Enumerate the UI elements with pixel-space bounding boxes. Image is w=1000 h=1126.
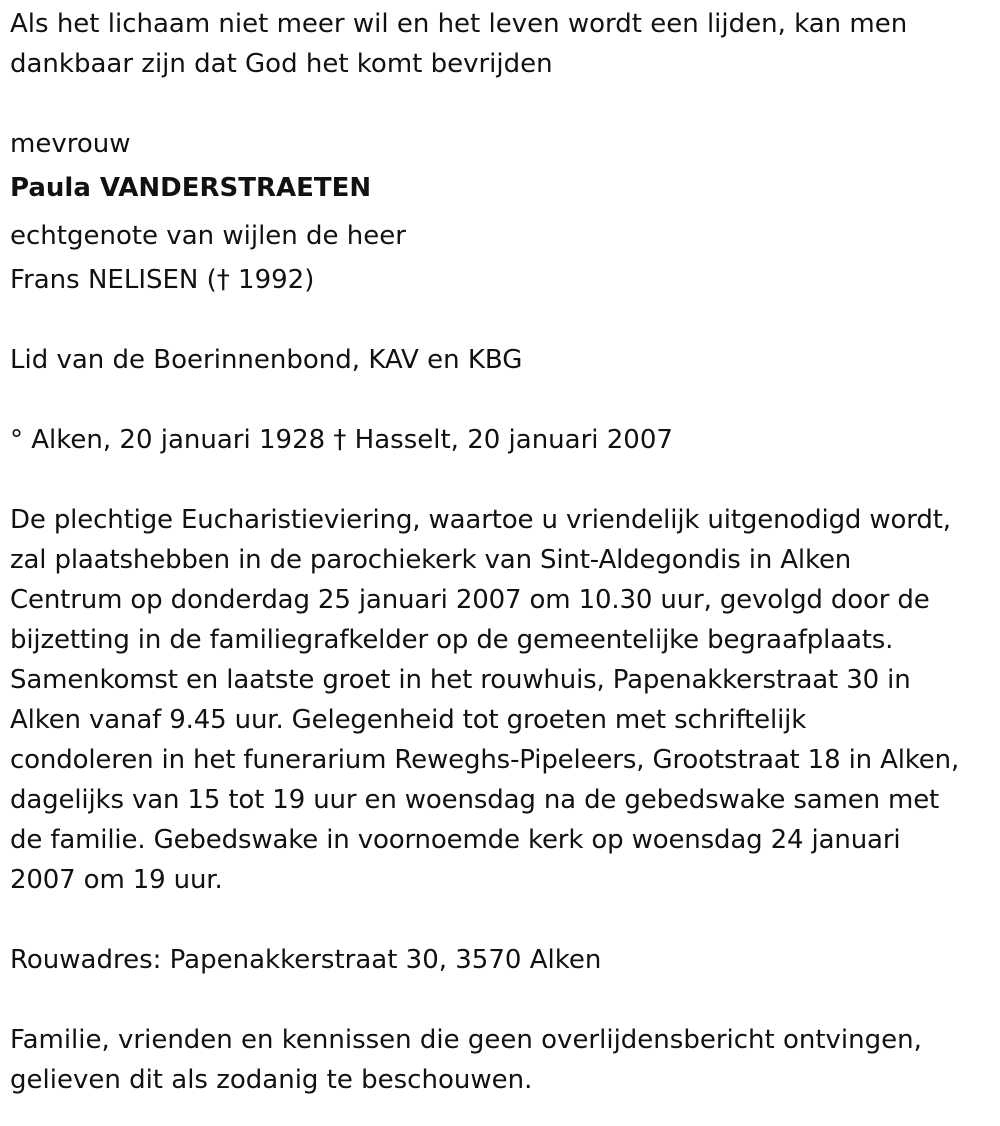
ceremony-line: Alken vanaf 9.45 uur. Gelegenheid tot groeten met schriftelijk [10, 705, 807, 735]
deceased-name: Paula VANDERSTRAETEN [10, 173, 372, 203]
birth-death-dates: ° Alken, 20 januari 1928 † Hasselt, 20 januari 2007 [10, 425, 673, 455]
mourning-address: Rouwadres: Papenakkerstraat 30, 3570 Alken [10, 945, 602, 975]
ceremony-paragraph [10, 500, 990, 900]
membership: Lid van de Boerinnenbond, KAV en KBG [10, 345, 523, 375]
spouse-name: Frans NELISEN († 1992) [10, 265, 315, 295]
spacer [10, 900, 990, 940]
motto [10, 4, 990, 84]
closing-line: Familie, vrienden en kennissen die geen overlijdensbericht ontvingen, [10, 1025, 922, 1055]
ceremony-line: condoleren in het funerarium Reweghs-Pipeleers, Grootstraat 18 in Alken, [10, 745, 960, 775]
ceremony-line: De plechtige Eucharistieviering, waartoe u vriendelijk uitgenodigd wordt, [10, 505, 951, 535]
ceremony-line: zal plaatshebben in de parochiekerk van Sint-Aldegondis in Alken [10, 545, 852, 575]
closing-line: gelieven dit als zodanig te beschouwen. [10, 1065, 533, 1095]
spouse-line: echtgenote van wijlen de heer [10, 221, 406, 251]
ceremony-line: 2007 om 19 uur. [10, 865, 223, 895]
spacer [10, 460, 990, 500]
spacer [10, 380, 990, 420]
spacer [10, 84, 990, 124]
ceremony-line: dagelijks van 15 tot 19 uur en woensdag na de gebedswake samen met [10, 785, 940, 815]
ceremony-line: de familie. Gebedswake in voornoemde kerk op woensdag 24 januari [10, 825, 901, 855]
ceremony-line: Centrum op donderdag 25 januari 2007 om 10.30 uur, gevolgd door de [10, 585, 930, 615]
motto-line: Als het lichaam niet meer wil en het leven wordt een lijden, kan men [10, 9, 908, 39]
closing-paragraph [10, 1020, 990, 1100]
title: mevrouw [10, 129, 131, 159]
spacer [10, 980, 990, 1020]
spacer [10, 300, 990, 340]
ceremony-line: Samenkomst en laatste groet in het rouwhuis, Papenakkerstraat 30 in [10, 665, 911, 695]
ceremony-line: bijzetting in de familiegrafkelder op de gemeentelijke begraafplaats. [10, 625, 894, 655]
motto-line: dankbaar zijn dat God het komt bevrijden [10, 49, 553, 79]
